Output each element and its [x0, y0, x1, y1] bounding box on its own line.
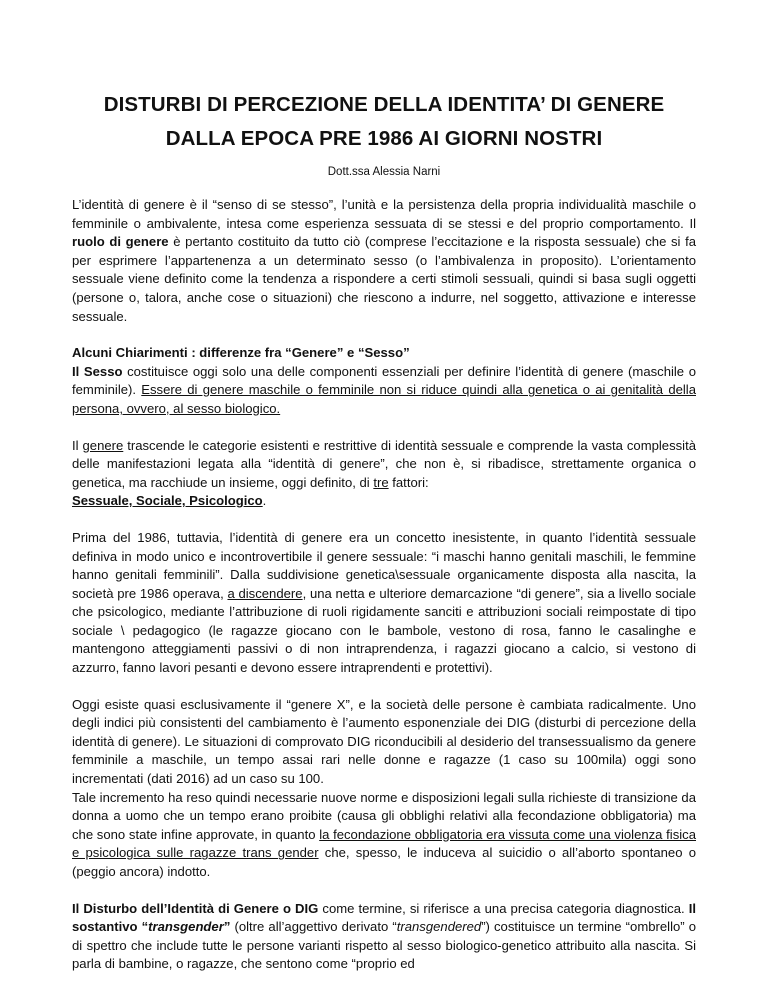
- author-name: Dott.ssa Alessia Narni: [327, 166, 441, 178]
- paragraph-dig: Il Disturbo dell’Identità di Genere o DIG come termine, si riferisce a una precisa categoria diagnostica. Il sostantivo “transgender” (oltre all’aggettivo derivato “transgendered”) costituisce un termine “ombrello” o di spettro che include tutte le persone varianti rispetto al sesso biologico-genetico attribuito alla nascita. Si parla di bambine, o ragazze, che sentono come “proprio ed: [72, 900, 697, 972]
- paragraph-identity: L’identità di genere è il “senso di se stesso”, l’unità e la persistenza della propria individualità maschile o femminile o ambivalente, intesa come esperienza sessuata di se stessi e del proprio comportamento. Il ruolo di genere è pertanto costituito da tutto ciò (comprese l’eccitazione e la risposta sessuale) che si fa per esprimere l’appartenenza a un determinato sesso (o l’ambivalenza in proposito). L’orientamento sessuale viene definito come la tendenza a rispondere a certi stimoli sessuali, quindi si basa sugli oggetti (persone o, talora, anche cose o situazioni) che riescono a indurre, nel soggetto, attivazione e interesse sessuale.: [72, 197, 697, 324]
- paragraph-clarifications: Alcuni Chiarimenti : differenze fra “Genere” e “Sesso” Il Sesso costituisce oggi solo una delle componenti essenziali per definire l’identità di genere (maschile o femminile). Essere di genere maschile o femminile non si riduce quindi alla genetica o ai genitalità della persona, ovvero, al sesso biologico.: [72, 345, 696, 416]
- document-title: [72, 88, 696, 156]
- paragraph-today: Oggi esiste quasi esclusivamente il “genere X”, e la società delle persone è cambiata radicalmente. Uno degli indici più consistenti del cambiamento è l’aumento esponenziale dei DIG (disturbi di percezione della identità di genere). Le situazioni di comprovato DIG riconducibili al desiderio del transessualismo da genere femminile a maschile, un tempo assai rari nelle donne e ragazze (1 caso su 100mila) oggi sono incrementati (dati 2016) ad un caso su 100. Tale incremento ha reso quindi necessarie nuove norme e disposizioni legali sulla richieste di transizione da donna a uomo che un tempo erano proibite (causa gli obblighi relativi alla fecondazione obbligatoria) ma che sono state infine approvate, in quanto la fecondazione obbligatoria era vissuta come una violenza fisica e psicologica sulle ragazze trans gender che, spesso, le induceva al suicidio o all’aborto spontaneo o (peggio ancora) indotto.: [72, 696, 696, 879]
- title-line-1: DISTURBI DI PERCEZIONE DELLA IDENTITA’ DI GENERE: [103, 93, 665, 116]
- section-heading: Alcuni Chiarimenti : differenze fra “Genere” e “Sesso”: [72, 345, 410, 361]
- paragraph-pre-1986: Prima del 1986, tuttavia, l’identità di genere era un concetto inesistente, in quanto l’identità sessuale definiva in modo unico e incontrovertibile il genere sessuale: “i maschi hanno genitali maschili, le femmine hanno genitali femminili”. Dalla suddivisione genetica\sessuale organicamente disposta alla nascita, la società pre 1986 operava, a discendere, una netta e ulteriore demarcazione “di genere”, sia a livello sociale che psicologico, mediante l’attribuzione di ruoli rigidamente sanciti e attribuzioni sociali reimpostate di tipo sociale \ pedagogico (le ragazze giocano con le bambole, vestono di rosa, fanno le casalinghe e mantengono atteggiamenti passivi o di non intraprendenza, i ragazzi giocano a calcio, si vestono di azzurro, fanno lavori pesanti e devono essere intraprendenti e protettivi).: [72, 529, 696, 676]
- paragraph-gender: Il genere trascende le categorie esistenti e restrittive di identità sessuale e comprende la vasta complessità delle manifestazioni legata alla “identità di genere”, che non è, si ribadisce, strettamente organica o genetica, ma racchiude un insieme, oggi definito, di tre fattori: Sessuale, Sociale, Psicologico.: [72, 437, 696, 509]
- title-line-2: DALLA EPOCA PRE 1986 AI GIORNI NOSTRI: [165, 127, 603, 150]
